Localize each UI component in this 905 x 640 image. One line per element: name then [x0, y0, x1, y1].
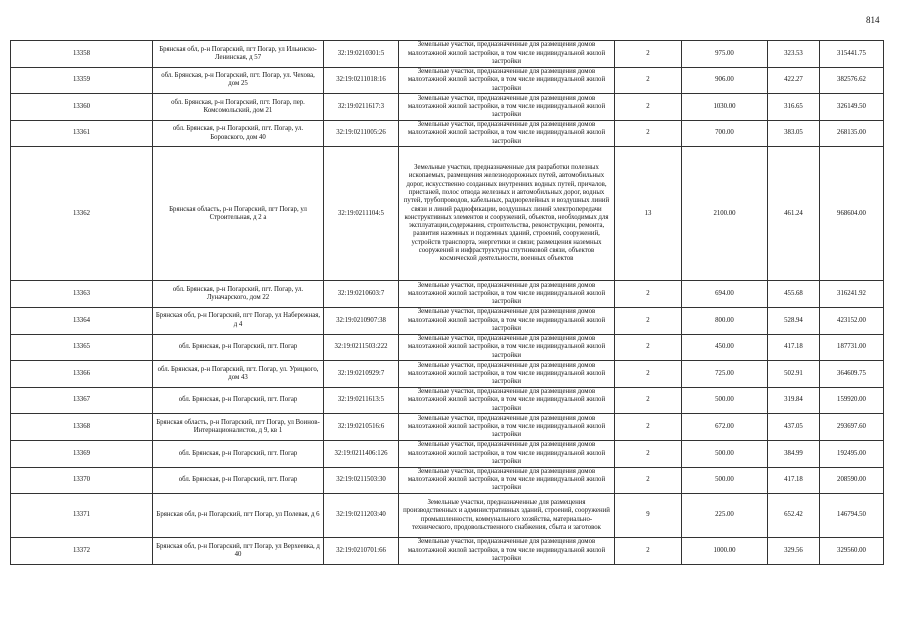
cadastral-number-cell: 32:19:0211203:40	[324, 494, 399, 538]
specific-value-cell: 319.84	[768, 387, 820, 414]
cadastral-number-cell: 32:19:0211018:16	[324, 67, 399, 94]
land-use-cell: Земельные участки, предназначенные для размещения домов малоэтажной жилой застройки, в том числе индивидуальной жилой застройки	[399, 67, 615, 94]
record-number-cell: 13360	[11, 94, 153, 121]
land-use-cell: Земельные участки, предназначенные для размещения производственных и административных зданий, строений, сооружений промышленности, коммунального хозяйства, материально-технического, продовольственного снабжения, сбыта и заготовок	[399, 494, 615, 538]
address-cell: обл. Брянская, р-н Погарский, пгт. Погар	[153, 387, 324, 414]
address-cell: обл. Брянская, р-н Погарский, пгт. Погар, ул. Урицкого, дом 43	[153, 361, 324, 388]
land-use-cell: Земельные участки, предназначенные для размещения домов малоэтажной жилой застройки, в том числе индивидуальной жилой застройки	[399, 307, 615, 334]
table-row	[11, 334, 884, 361]
cadastral-number-cell: 32:19:0210929:7	[324, 361, 399, 388]
table-row	[11, 147, 884, 281]
record-number-cell: 13370	[11, 467, 153, 494]
table-row	[11, 41, 884, 68]
area-cell: 700.00	[682, 120, 768, 147]
land-use-cell: Земельные участки, предназначенные для размещения домов малоэтажной жилой застройки, в том числе индивидуальной жилой застройки	[399, 387, 615, 414]
specific-value-cell: 502.91	[768, 361, 820, 388]
land-use-cell: Земельные участки, предназначенные для размещения домов малоэтажной жилой застройки, в том числе индивидуальной жилой застройки	[399, 467, 615, 494]
use-group-cell: 2	[615, 387, 682, 414]
table-row	[11, 361, 884, 388]
address-cell: Брянская обл, р-н Погарский, пгт Погар, ул Ильинско-Ленинская, д 57	[153, 41, 324, 68]
cadastral-register-table	[10, 40, 884, 565]
address-cell: Брянская обл, р-н Погарский, пгт Погар, ул Верхеевка, д 40	[153, 538, 324, 565]
cadastral-value-cell: 208590.00	[820, 467, 884, 494]
record-number-cell: 13363	[11, 281, 153, 308]
table-row	[11, 467, 884, 494]
cadastral-number-cell: 32:19:0210603:7	[324, 281, 399, 308]
cadastral-value-cell: 364609.75	[820, 361, 884, 388]
cadastral-value-cell: 315441.75	[820, 41, 884, 68]
address-cell: обл. Брянская, р-н Погарский, пгт. Погар, ул. Чехова, дом 25	[153, 67, 324, 94]
area-cell: 800.00	[682, 307, 768, 334]
area-cell: 500.00	[682, 440, 768, 467]
specific-value-cell: 383.05	[768, 120, 820, 147]
area-cell: 1000.00	[682, 538, 768, 565]
table-row	[11, 494, 884, 538]
use-group-cell: 2	[615, 67, 682, 94]
land-use-cell: Земельные участки, предназначенные для размещения домов малоэтажной жилой застройки, в том числе индивидуальной жилой застройки	[399, 41, 615, 68]
land-use-cell: Земельные участки, предназначенные для размещения домов малоэтажной жилой застройки, в том числе индивидуальной жилой застройки	[399, 440, 615, 467]
cadastral-number-cell: 32:19:0210301:5	[324, 41, 399, 68]
record-number-cell: 13368	[11, 414, 153, 441]
cadastral-value-cell: 293697.60	[820, 414, 884, 441]
land-use-cell: Земельные участки, предназначенные для разработки полезных ископаемых, размещения железнодорожных путей, автомобильных дорог, искусственно созданных внутренних водных путей, причалов, пристаней, полос отвода железных и автомобильных дорог, водных путей, трубопроводов, кабельных, радиорелейных и воздушных линий связи и линий радиофикации, воздушных линий электропередачи конструктивных элементов и сооружений, объектов, необходимых для эксплуатации,содержания, строительства, реконструкции, ремонта, развития наземных и подземных зданий, строений, сооружений, устройств транспорта, энергетики и связи; размещения наземных сооружений и инфраструктуры спутниковой связи, объектов космической деятельности, военных объектов	[399, 147, 615, 281]
cadastral-value-cell: 329560.00	[820, 538, 884, 565]
address-cell: Брянская обл, р-н Погарский, пгт Погар, ул Набережная, д 4	[153, 307, 324, 334]
specific-value-cell: 323.53	[768, 41, 820, 68]
area-cell: 450.00	[682, 334, 768, 361]
record-number-cell: 13358	[11, 41, 153, 68]
record-number-cell: 13361	[11, 120, 153, 147]
use-group-cell: 2	[615, 467, 682, 494]
use-group-cell: 2	[615, 361, 682, 388]
cadastral-number-cell: 32:19:0211503:30	[324, 467, 399, 494]
area-cell: 225.00	[682, 494, 768, 538]
cadastral-value-cell: 146794.50	[820, 494, 884, 538]
specific-value-cell: 528.94	[768, 307, 820, 334]
area-cell: 500.00	[682, 387, 768, 414]
use-group-cell: 2	[615, 538, 682, 565]
area-cell: 975.00	[682, 41, 768, 68]
land-use-cell: Земельные участки, предназначенные для размещения домов малоэтажной жилой застройки, в том числе индивидуальной жилой застройки	[399, 94, 615, 121]
specific-value-cell: 455.68	[768, 281, 820, 308]
use-group-cell: 2	[615, 414, 682, 441]
specific-value-cell: 316.65	[768, 94, 820, 121]
use-group-cell: 2	[615, 440, 682, 467]
cadastral-number-cell: 32:19:0211613:5	[324, 387, 399, 414]
specific-value-cell: 437.05	[768, 414, 820, 441]
record-number-cell: 13372	[11, 538, 153, 565]
use-group-cell: 2	[615, 120, 682, 147]
cadastral-value-cell: 192495.00	[820, 440, 884, 467]
cadastral-number-cell: 32:19:0210907:38	[324, 307, 399, 334]
area-cell: 694.00	[682, 281, 768, 308]
area-cell: 672.00	[682, 414, 768, 441]
record-number-cell: 13362	[11, 147, 153, 281]
table-row	[11, 440, 884, 467]
table-row	[11, 414, 884, 441]
specific-value-cell: 461.24	[768, 147, 820, 281]
address-cell: Брянская область, р-н Погарский, пгт Погар, ул Строительная, д 2 а	[153, 147, 324, 281]
record-number-cell: 13364	[11, 307, 153, 334]
record-number-cell: 13365	[11, 334, 153, 361]
page-number: 814	[866, 15, 880, 25]
table-row	[11, 94, 884, 121]
area-cell: 2100.00	[682, 147, 768, 281]
land-use-cell: Земельные участки, предназначенные для размещения домов малоэтажной жилой застройки, в том числе индивидуальной жилой застройки	[399, 538, 615, 565]
use-group-cell: 2	[615, 281, 682, 308]
area-cell: 1030.00	[682, 94, 768, 121]
area-cell: 906.00	[682, 67, 768, 94]
address-cell: обл. Брянская, р-н Погарский, пгт. Погар	[153, 440, 324, 467]
specific-value-cell: 384.99	[768, 440, 820, 467]
address-cell: Брянская область, р-н Погарский, пгт Погар, ул Воинов-Интернационалистов, д 9, кв 1	[153, 414, 324, 441]
use-group-cell: 13	[615, 147, 682, 281]
cadastral-value-cell: 187731.00	[820, 334, 884, 361]
record-number-cell: 13359	[11, 67, 153, 94]
use-group-cell: 2	[615, 94, 682, 121]
cadastral-number-cell: 32:19:0211406:126	[324, 440, 399, 467]
table-row	[11, 538, 884, 565]
table-row	[11, 281, 884, 308]
table-row	[11, 307, 884, 334]
address-cell: обл. Брянская, р-н Погарский, пгт. Погар	[153, 334, 324, 361]
cadastral-value-cell: 423152.00	[820, 307, 884, 334]
record-number-cell: 13366	[11, 361, 153, 388]
record-number-cell: 13369	[11, 440, 153, 467]
table-row	[11, 120, 884, 147]
cadastral-value-cell: 382576.62	[820, 67, 884, 94]
use-group-cell: 9	[615, 494, 682, 538]
cadastral-value-cell: 268135.00	[820, 120, 884, 147]
cadastral-number-cell: 32:19:0211005:26	[324, 120, 399, 147]
cadastral-value-cell: 159920.00	[820, 387, 884, 414]
use-group-cell: 2	[615, 41, 682, 68]
table-row	[11, 387, 884, 414]
cadastral-number-cell: 32:19:0211617:3	[324, 94, 399, 121]
specific-value-cell: 417.18	[768, 467, 820, 494]
area-cell: 500.00	[682, 467, 768, 494]
land-use-cell: Земельные участки, предназначенные для размещения домов малоэтажной жилой застройки, в том числе индивидуальной жилой застройки	[399, 361, 615, 388]
cadastral-number-cell: 32:19:0211104:5	[324, 147, 399, 281]
address-cell: обл. Брянская, р-н Погарский, пгт. Погар	[153, 467, 324, 494]
cadastral-value-cell: 968604.00	[820, 147, 884, 281]
land-use-cell: Земельные участки, предназначенные для размещения домов малоэтажной жилой застройки, в том числе индивидуальной жилой застройки	[399, 414, 615, 441]
cadastral-value-cell: 316241.92	[820, 281, 884, 308]
address-cell: обл. Брянская, р-н Погарский, пгт. Погар, ул. Боровского, дом 40	[153, 120, 324, 147]
use-group-cell: 2	[615, 334, 682, 361]
specific-value-cell: 652.42	[768, 494, 820, 538]
area-cell: 725.00	[682, 361, 768, 388]
specific-value-cell: 422.27	[768, 67, 820, 94]
cadastral-number-cell: 32:19:0211503:222	[324, 334, 399, 361]
land-use-cell: Земельные участки, предназначенные для размещения домов малоэтажной жилой застройки, в том числе индивидуальной жилой застройки	[399, 334, 615, 361]
land-use-cell: Земельные участки, предназначенные для размещения домов малоэтажной жилой застройки, в том числе индивидуальной жилой застройки	[399, 120, 615, 147]
use-group-cell: 2	[615, 307, 682, 334]
cadastral-number-cell: 32:19:0210516:6	[324, 414, 399, 441]
specific-value-cell: 329.56	[768, 538, 820, 565]
address-cell: обл. Брянская, р-н Погарский, пгт. Погар, пер. Комсомольский, дом 21	[153, 94, 324, 121]
cadastral-value-cell: 326149.50	[820, 94, 884, 121]
table-row	[11, 67, 884, 94]
cadastral-number-cell: 32:19:0210701:66	[324, 538, 399, 565]
record-number-cell: 13371	[11, 494, 153, 538]
address-cell: Брянская обл, р-н Погарский, пгт Погар, ул Полевая, д 6	[153, 494, 324, 538]
land-use-cell: Земельные участки, предназначенные для размещения домов малоэтажной жилой застройки, в том числе индивидуальной жилой застройки	[399, 281, 615, 308]
register-rows	[11, 41, 884, 565]
record-number-cell: 13367	[11, 387, 153, 414]
specific-value-cell: 417.18	[768, 334, 820, 361]
address-cell: обл. Брянская, р-н Погарский, пгт. Погар, ул. Луначарского, дом 22	[153, 281, 324, 308]
